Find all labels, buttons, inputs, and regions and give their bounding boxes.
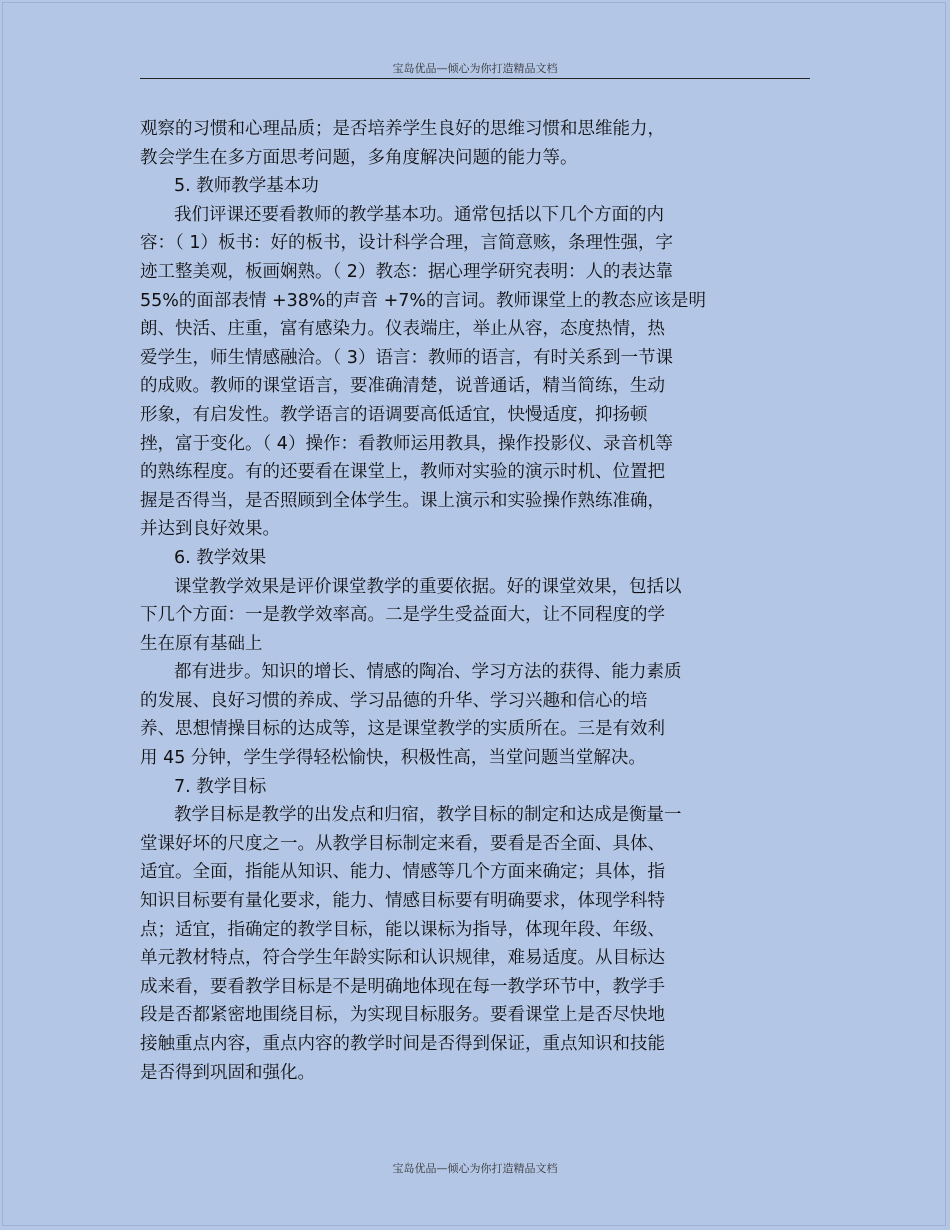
- text-line: 挫，富于变化。（ 4）操作：看教师运用教具，操作投影仪、录音机等: [140, 433, 673, 454]
- text-line: 适宜。全面，指能从知识、能力、情感等几个方面来确定；具体，指: [140, 862, 665, 883]
- text-line: 的成败。教师的课堂语言，要准确清楚，说普通话，精当简练，生动: [140, 376, 665, 397]
- text-line: 生在原有基础上: [140, 633, 263, 654]
- text-line: 容：（ 1）板书：好的板书，设计科学合理，言简意赅，条理性强，字: [140, 233, 673, 254]
- text-line: 迹工整美观，板画娴熟。（ 2）教态：据心理学研究表明：人的表达靠: [140, 261, 673, 282]
- page-header: 宝岛优品—倾心为你打造精品文档: [392, 62, 558, 75]
- text-line: 养、思想情操目标的达成等，这是课堂教学的实质所在。三是有效利: [140, 719, 665, 740]
- text-line: 爱学生，师生情感融洽。（ 3）语言：教师的语言，有时关系到一节课: [140, 347, 673, 368]
- text-line: 都有进步。知识的增长、情感的陶冶、学习方法的获得、能力素质: [174, 662, 682, 683]
- text-line: 的发展、良好习惯的养成、学习品德的升华、学习兴趣和信心的培: [140, 690, 648, 711]
- text-line: 是否得到巩固和强化。: [140, 1062, 315, 1083]
- text-line: 用 45 分钟，学生学得轻松愉快，积极性高，当堂问题当堂解决。: [140, 748, 646, 769]
- text-line: 观察的习惯和心理品质；是否培养学生良好的思维习惯和思维能力，: [140, 119, 665, 139]
- text-line: 的熟练程度。有的还要看在课堂上，教师对实验的演示时机、位置把: [140, 462, 665, 483]
- text-line: 成来看，要看教学目标是不是明确地体现在每一教学环节中，教学手: [140, 976, 665, 997]
- text-line: 堂课好坏的尺度之一。从教学目标制定来看，要看是否全面、具体、: [140, 833, 665, 854]
- text-line: 55%的面部表情 +38%的声音 +7%的言词。教师课堂上的教态应该是明: [140, 290, 707, 311]
- section-heading: 7. 教学目标: [174, 776, 267, 797]
- text-line: 朗、快活、庄重，富有感染力。仪表端庄，举止从容，态度热情，热: [140, 319, 665, 340]
- text-line: 我们评课还要看教师的教学基本功。通常包括以下几个方面的内: [174, 204, 664, 225]
- text-line: 接触重点内容，重点内容的教学时间是否得到保证，重点知识和技能: [140, 1034, 665, 1054]
- document-body: [140, 115, 780, 1087]
- text-line: 握是否得当，是否照顾到全体学生。课上演示和实验操作熟练准确，: [140, 490, 665, 511]
- page-footer: 宝岛优品—倾心为你打造精品文档: [392, 1162, 558, 1175]
- text-line: 段是否都紧密地围绕目标，为实现目标服务。要看课堂上是否尽快地: [140, 1005, 665, 1026]
- text-line: 下几个方面：一是教学效率高。二是学生受益面大，让不同程度的学: [140, 605, 665, 626]
- section-heading: 5. 教师教学基本功: [174, 176, 319, 197]
- text-line: 单元教材特点，符合学生年龄实际和认识规律，难易适度。从目标达: [140, 948, 665, 969]
- header-divider: [140, 78, 810, 79]
- text-line: 教学目标是教学的出发点和归宿，教学目标的制定和达成是衡量一: [174, 805, 682, 826]
- text-line: 点；适宜，指确定的教学目标，能以课标为指导，体现年段、年级、: [140, 919, 665, 940]
- text-line: 课堂教学效果是评价课堂教学的重要依据。好的课堂效果，包括以: [174, 576, 682, 597]
- text-line: 知识目标要有量化要求，能力、情感目标要有明确要求，体现学科特: [140, 891, 665, 912]
- section-heading: 6. 教学效果: [174, 547, 267, 568]
- text-line: 形象，有启发性。教学语言的语调要高低适宜，快慢适度，抑扬顿: [140, 404, 648, 425]
- text-line: 并达到良好效果。: [140, 519, 280, 540]
- text-line: 教会学生在多方面思考问题，多角度解决问题的能力等。: [140, 147, 578, 168]
